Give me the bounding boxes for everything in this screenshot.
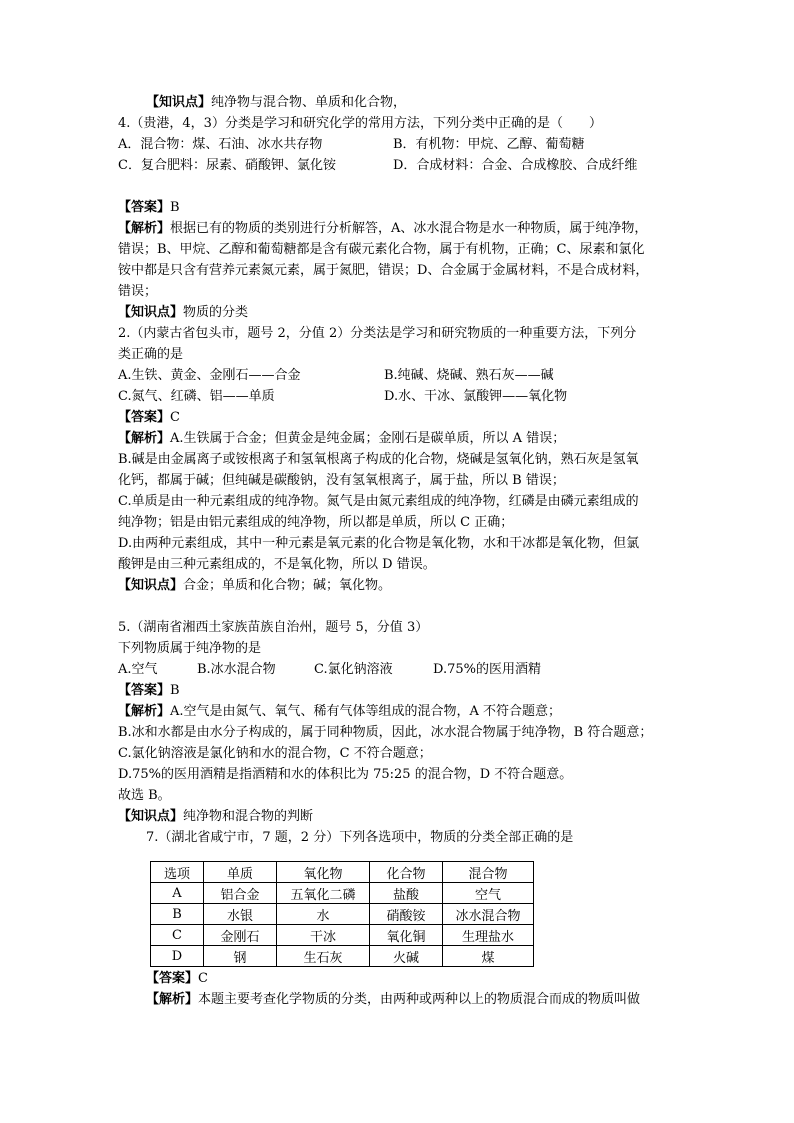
- kp-label: 【知识点】: [118, 305, 184, 320]
- table-cell: 干冰: [277, 925, 370, 946]
- answer-value: C: [198, 971, 208, 986]
- q4-option-a: A．混合物：煤、石油、冰水共存物: [118, 137, 323, 152]
- q2-stem-line-1: 2.（内蒙古省包头市，题号 2，分值 2）分类法是学习和研究物质的一种重要方法，下列分: [118, 326, 637, 341]
- kp-label: 【知识点】: [118, 809, 184, 824]
- table-cell: 硝酸铵: [370, 904, 443, 925]
- q4-knowledge-point: [118, 302, 248, 323]
- table-cell: 空气: [443, 883, 534, 904]
- q7-answer: [118, 968, 208, 989]
- table-cell: 铝合金: [204, 883, 277, 904]
- answer-value: C: [170, 410, 180, 425]
- q2-analysis-line-3: 化钙，都属于碱；但纯碱是碳酸钠，没有氢氧根离子，属于盐，所以 B 错误；: [118, 473, 565, 488]
- analysis-text: 根据已有的物质的类别进行分析解答，A、冰水混合物是水一种物质，属于纯净物，: [170, 221, 648, 236]
- q2-analysis-line-6: D.由两种元素组成，其中一种元素是氧元素的化合物是氧化物，水和干冰都是氧化物，但氯: [118, 536, 640, 551]
- q5-analysis-line-2: B.冰和水都是由水分子构成的，属于同种物质，因此，冰水混合物属于纯净物，B 符合题意；: [118, 725, 653, 740]
- table-cell: 盐酸: [370, 883, 443, 904]
- q4-analysis-line-4: 错误；: [118, 284, 158, 299]
- q5-analysis-line-3: C.氯化钠溶液是氯化钠和水的混合物，C 不符合题意；: [118, 746, 432, 761]
- answer-value: B: [170, 683, 180, 698]
- q5-stem-line-2: 下列物质属于纯净物的是: [118, 641, 262, 656]
- q5-option-d: D.75%的医用酒精: [433, 662, 541, 677]
- table-cell: 火碱: [370, 946, 443, 967]
- q2-option-c: C.氮气、红磷、铝——单质: [118, 389, 275, 404]
- q5-answer: [118, 680, 180, 701]
- q2-analysis-line-7: 酸钾是由三种元素组成的，不是氧化物，所以 D 错误。: [118, 557, 436, 572]
- answer-label: 【答案】: [118, 410, 171, 425]
- table-cell: 氧化铜: [370, 925, 443, 946]
- analysis-label: 【解析】: [118, 704, 171, 719]
- answer-label: 【答案】: [118, 200, 171, 215]
- q2-option-d: D.水、干冰、氯酸钾——氧化物: [384, 389, 568, 404]
- q5-option-b: B.冰水混合物: [197, 662, 276, 677]
- q4-analysis-line-3: 铵中都是只含有营养元素氮元素，属于氮肥，错误；D、合金属于金属材料，不是合成材料，: [118, 263, 649, 278]
- q2-analysis-line-4: C.单质是由一种元素组成的纯净物。氮气是由氮元素组成的纯净物，红磷是由磷元素组成的: [118, 494, 639, 509]
- q2-knowledge-point: [118, 575, 391, 596]
- analysis-text: A.生铁属于合金；但黄金是纯金属；金刚石是碳单质，所以 A 错误；: [170, 431, 566, 446]
- table-cell: B: [151, 904, 204, 925]
- analysis-text: 本题主要考查化学物质的分类，由两种或两种以上的物质混合而成的物质叫做: [198, 992, 641, 1007]
- kp-text: 纯净物和混合物的判断: [183, 809, 314, 824]
- table-header-row: [151, 862, 534, 883]
- kp-text: 合金；单质和化合物；碱；氧化物。: [183, 578, 392, 593]
- q4-option-c: C．复合肥料：尿素、硝酸钾、氯化铵: [118, 158, 336, 173]
- table-cell: C: [151, 925, 204, 946]
- q5-stem-line-1: 5.（湖南省湘西土家族苗族自治州，题号 5，分值 3）: [118, 620, 429, 635]
- table-cell: 水银: [204, 904, 277, 925]
- q5-option-c: C.氯化钠溶液: [314, 662, 393, 677]
- analysis-label: 【解析】: [118, 221, 171, 236]
- table-row: [151, 946, 534, 967]
- kp-text: 纯净物与混合物、单质和化合物，: [211, 95, 407, 110]
- q2-answer: [118, 407, 180, 428]
- q2-analysis-line-2: B.碱是由金属离子或铵根离子和氢氧根离子构成的化合物，烧碱是氢氧化钠，熟石灰是氢氧: [118, 452, 639, 467]
- answer-label: 【答案】: [146, 971, 199, 986]
- analysis-label: 【解析】: [118, 431, 171, 446]
- q2-option-b: B.纯碱、烧碱、熟石灰——碱: [384, 368, 554, 383]
- table-row: [151, 925, 534, 946]
- table-cell: 生石灰: [277, 946, 370, 967]
- table-cell: D: [151, 946, 204, 967]
- q5-analysis-line-5: 故选 B。: [118, 788, 171, 803]
- q2-stem-line-2: 类正确的是: [118, 347, 184, 362]
- table-header-cell: 单质: [204, 862, 277, 883]
- q5-knowledge-point: [118, 806, 313, 827]
- q2-analysis-line-5: 纯净物；铝是由铝元素组成的纯净物，所以都是单质，所以 C 正确；: [118, 515, 514, 530]
- q5-analysis-line-4: D.75%的医用酒精是指酒精和水的体积比为 75:25 的混合物，D 不符合题意。: [118, 767, 573, 782]
- q4-analysis-line-2: 错误；B、甲烷、乙醇和葡萄糖都是含有碳元素化合物，属于有机物，正确；C、尿素和氯化: [118, 242, 645, 257]
- table-header-cell: 选项: [151, 862, 204, 883]
- q7-stem: 7.（湖北省咸宁市，7 题，2 分）下列各选项中，物质的分类全部正确的是: [146, 830, 574, 845]
- table-header-cell: 化合物: [370, 862, 443, 883]
- table-cell: 煤: [443, 946, 534, 967]
- table-row: [151, 904, 534, 925]
- q2-analysis-line-1: [118, 428, 565, 449]
- kp-label: 【知识点】: [118, 578, 184, 593]
- table-header-cell: 氧化物: [277, 862, 370, 883]
- q7-classification-table: [150, 861, 534, 967]
- q4-answer: [118, 197, 180, 218]
- table-cell: 水: [277, 904, 370, 925]
- table-cell: 生理盐水: [443, 925, 534, 946]
- kp-text: 物质的分类: [183, 305, 249, 320]
- table-row: [151, 883, 534, 904]
- answer-value: B: [170, 200, 180, 215]
- q4-analysis-line-1: [118, 218, 647, 239]
- analysis-label: 【解析】: [146, 992, 199, 1007]
- q5-option-a: A.空气: [118, 662, 158, 677]
- q4-stem: 4.（贵港，4，3）分类是学习和研究化学的常用方法，下列分类中正确的是（ ）: [118, 116, 602, 131]
- table-cell: A: [151, 883, 204, 904]
- table-cell: 冰水混合物: [443, 904, 534, 925]
- table-cell: 钢: [204, 946, 277, 967]
- prev-knowledge-point: [118, 92, 406, 113]
- analysis-text: A.空气是由氮气、氧气、稀有气体等组成的混合物，A 不符合题意；: [170, 704, 562, 719]
- table-cell: 金刚石: [204, 925, 277, 946]
- table-header-cell: 混合物: [443, 862, 534, 883]
- q2-option-a: A.生铁、黄金、金刚石——合金: [118, 368, 301, 383]
- q4-option-b: B．有机物：甲烷、乙醇、葡萄糖: [393, 137, 585, 152]
- kp-label: 【知识点】: [146, 95, 212, 110]
- table-cell: 五氧化二磷: [277, 883, 370, 904]
- q5-analysis-line-1: [118, 701, 561, 722]
- q7-analysis-line-1: [118, 989, 640, 1010]
- answer-label: 【答案】: [118, 683, 171, 698]
- q4-option-d: D．合成材料：合金、合成橡胶、合成纤维: [393, 158, 638, 173]
